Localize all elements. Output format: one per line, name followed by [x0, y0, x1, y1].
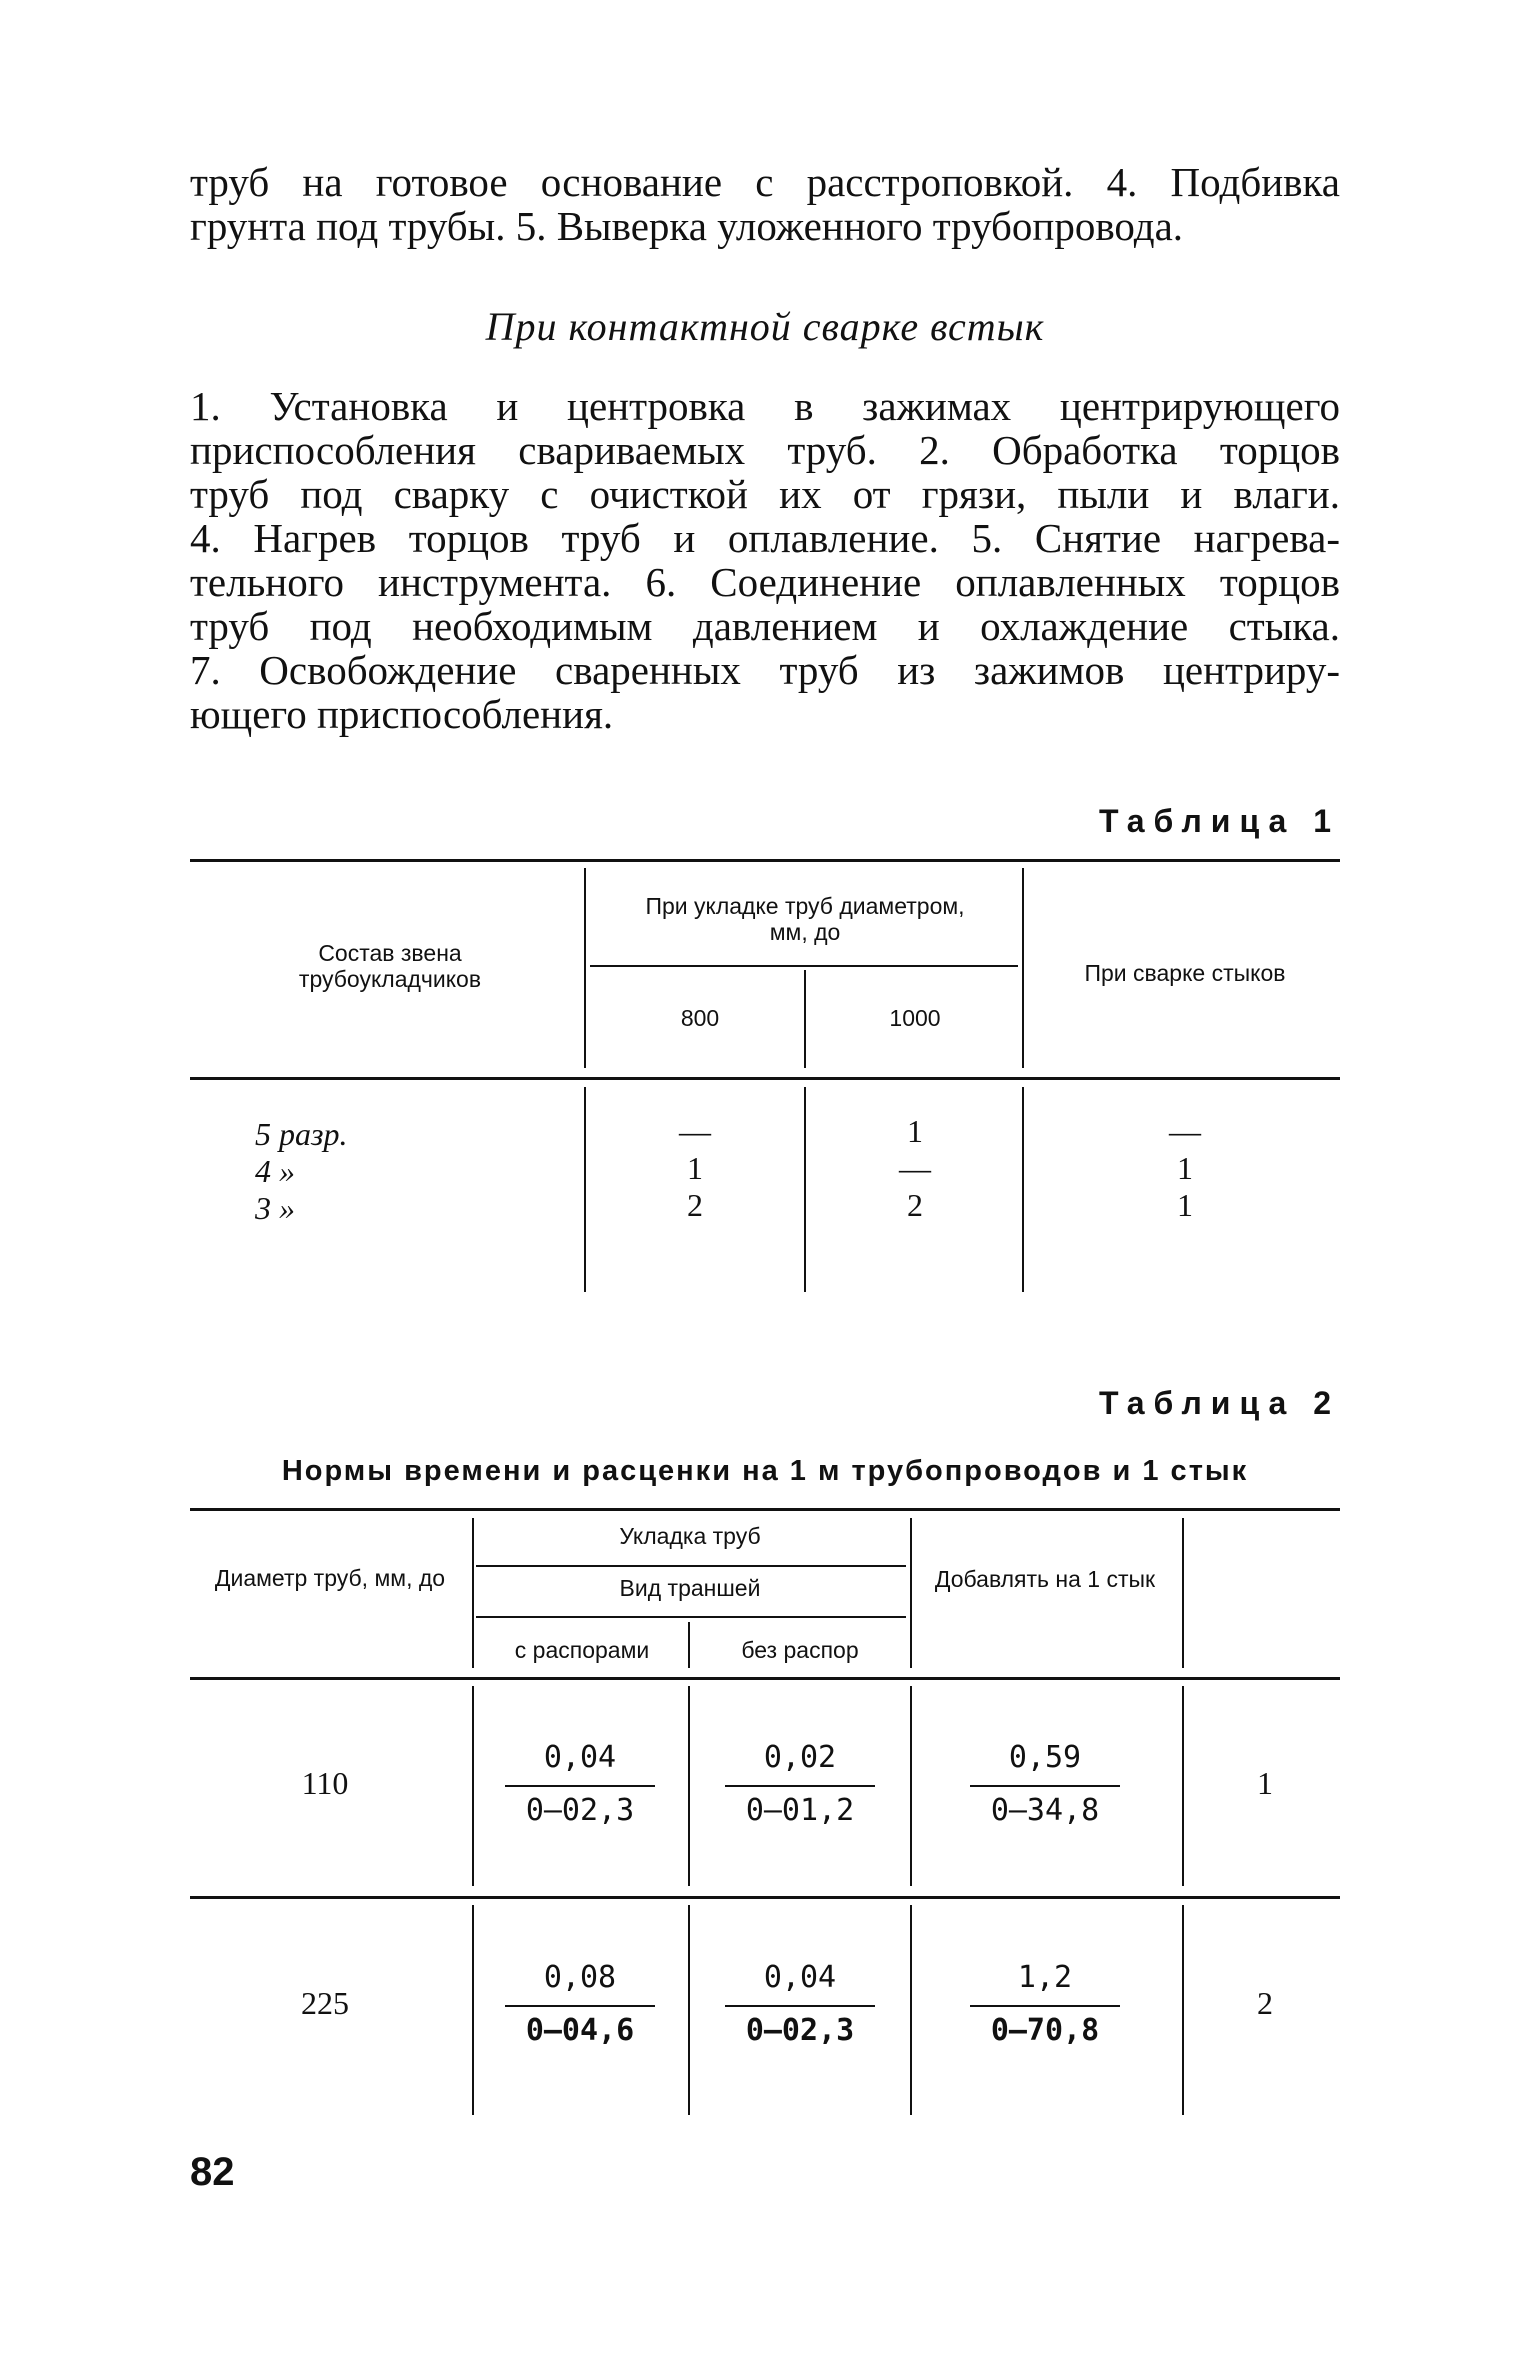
fraction-numerator: 0,08	[543, 1960, 617, 1995]
fraction-numerator: 0,04	[763, 1960, 837, 1995]
header-with-struts: с распорами	[514, 1637, 650, 1663]
fraction-denominator: 0—01,2	[745, 1793, 855, 1828]
header-laying: При укладке труб диаметром, мм, до	[645, 893, 965, 945]
table-divider	[804, 1087, 806, 1292]
text-line: тельного инструмента. 6. Соединение оплавленных торцов	[190, 559, 1340, 605]
header-d800: 800	[680, 1005, 720, 1031]
table-rule	[476, 1616, 906, 1618]
table-divider	[1022, 868, 1024, 1068]
text-line: приспособления свариваемых труб. 2. Обработка торцов	[190, 427, 1340, 473]
text-line: ющего приспособления.	[190, 691, 614, 737]
table-divider	[910, 1518, 912, 1668]
fraction-denominator: 0—04,6	[525, 2013, 635, 2048]
cell-diameter: 225	[301, 1985, 349, 2021]
paragraph-1	[190, 160, 1340, 248]
fraction-denominator: 0—34,8	[990, 1793, 1100, 1828]
table-divider	[472, 1905, 474, 2115]
cell-fraction	[710, 1960, 890, 2048]
table-divider	[1022, 1087, 1024, 1292]
header-trench: Вид траншей	[619, 1575, 761, 1601]
table-rule	[190, 1508, 1340, 1511]
table-rule	[190, 1677, 1340, 1680]
cell-value: —	[899, 1150, 931, 1186]
cell-fraction	[490, 1960, 670, 2048]
text-line: труб на готовое основание с расстроповкой. 4. Подбивка	[190, 159, 1340, 205]
cell-fraction	[710, 1740, 890, 1828]
table-divider	[1182, 1905, 1184, 2115]
table-divider	[804, 970, 806, 1068]
fraction-numerator: 0,02	[763, 1740, 837, 1775]
cell-value: —	[679, 1113, 711, 1149]
cell-value: 1	[907, 1113, 923, 1149]
table-divider	[584, 868, 586, 1068]
cell-number: 2	[1257, 1985, 1273, 2021]
row-rank: 4 »	[255, 1153, 295, 1189]
header-diameter: Диаметр труб, мм, до	[214, 1565, 446, 1591]
cell-value: 1	[1177, 1150, 1193, 1186]
table2-caption: Таблица 2	[1098, 1385, 1340, 1421]
fraction-numerator: 1,2	[1017, 1960, 1073, 1995]
table-divider	[910, 1686, 912, 1886]
text-line: труб под необходимым давлением и охлаждение стыка.	[190, 603, 1340, 649]
table-divider	[1182, 1686, 1184, 1886]
text-line: 7. Освобождение сваренных труб из зажимов центриру-	[190, 647, 1340, 693]
text-line: труб под сварку с очисткой их от грязи, пыли и влаги.	[190, 471, 1340, 517]
header-d1000: 1000	[889, 1005, 941, 1031]
page-number: 82	[190, 2150, 235, 2194]
cell-value: 2	[907, 1187, 923, 1223]
text-line: 4. Нагрев торцов труб и оплавление. 5. Снятие нагрева-	[190, 515, 1340, 561]
fraction-denominator: 0—70,8	[990, 2013, 1100, 2048]
table-divider	[472, 1518, 474, 1668]
text-line: 1. Установка и центровка в зажимах центрирующего	[190, 383, 1340, 429]
paragraph-2	[190, 384, 1340, 736]
table-divider	[1182, 1518, 1184, 1668]
cell-fraction	[955, 1960, 1135, 2048]
row-rank: 3 »	[255, 1190, 295, 1226]
table-rule	[590, 965, 1018, 967]
table2-title: Нормы времени и расценки на 1 м трубопроводов и 1 стык	[281, 1455, 1249, 1487]
table-divider	[688, 1686, 690, 1886]
table-rule	[190, 859, 1340, 862]
cell-value: —	[1169, 1113, 1201, 1149]
fraction-denominator: 0—02,3	[525, 1793, 635, 1828]
table-divider	[584, 1087, 586, 1292]
fraction-numerator: 0,04	[543, 1740, 617, 1775]
text-line: грунта под трубы. 5. Выверка уложенного трубопровода.	[190, 203, 1184, 249]
header-welding: При сварке стыков	[1084, 960, 1286, 986]
cell-fraction	[490, 1740, 670, 1828]
cell-number: 1	[1257, 1765, 1273, 1801]
table-divider	[688, 1622, 690, 1668]
cell-value: 1	[687, 1150, 703, 1186]
header-add-joint: Добавлять на 1 стык	[934, 1566, 1156, 1592]
header-composition: Состав звена трубоукладчиков	[298, 940, 482, 992]
table-rule	[476, 1565, 906, 1567]
cell-fraction	[955, 1740, 1135, 1828]
cell-diameter: 110	[301, 1765, 349, 1801]
header-laying: Укладка труб	[619, 1523, 761, 1549]
table-divider	[688, 1905, 690, 2115]
cell-value: 1	[1177, 1187, 1193, 1223]
row-rank: 5 разр.	[255, 1116, 348, 1152]
table-rule	[190, 1896, 1340, 1899]
cell-value: 2	[687, 1187, 703, 1223]
table1-caption: Таблица 1	[1098, 803, 1340, 839]
subheading: При контактной сварке встык	[485, 304, 1045, 349]
table-divider	[910, 1905, 912, 2115]
table-divider	[472, 1686, 474, 1886]
fraction-denominator: 0—02,3	[745, 2013, 855, 2048]
fraction-numerator: 0,59	[1008, 1740, 1082, 1775]
header-without-struts: без распор	[741, 1637, 859, 1663]
table-rule	[190, 1077, 1340, 1080]
